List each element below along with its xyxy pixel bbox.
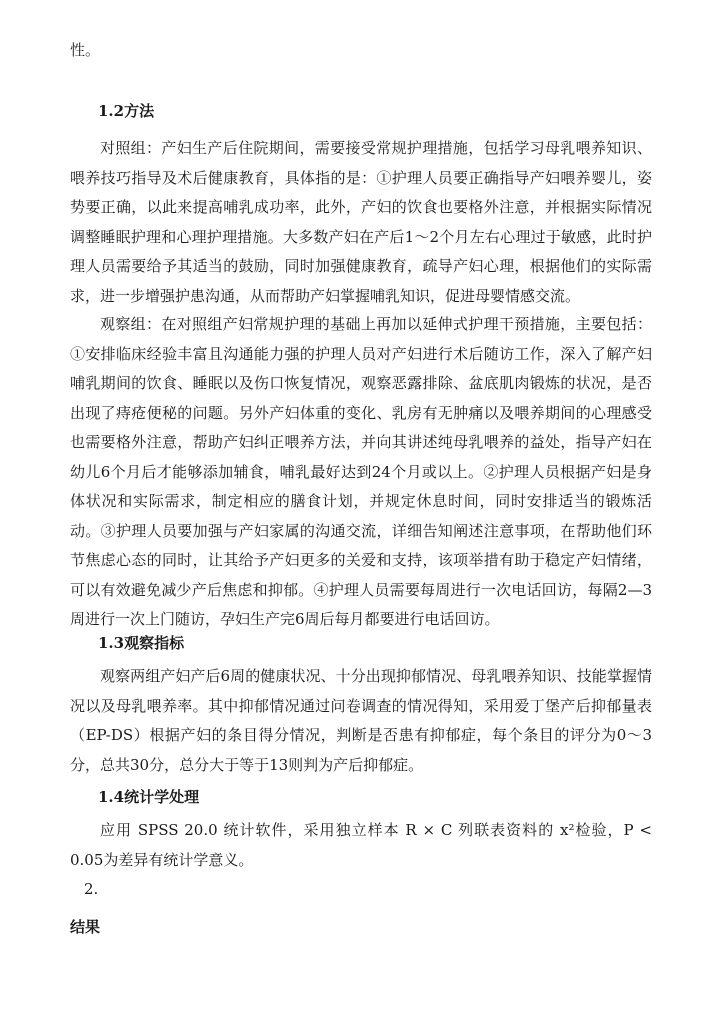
continuation-text: 性。 xyxy=(70,41,101,59)
section-heading-1-3: 1.3观察指标 xyxy=(98,634,185,652)
statistics-paragraph: 应用 SPSS 20.0 统计软件，采用独立样本 R × C 列联表资料的 x²检验，P < 0.05为差异有统计学意义。 xyxy=(70,821,652,869)
observation-group-paragraph: 观察组：在对照组产妇常规护理的基础上再加以延伸式护理干预措施，主要包括：①安排临床经验丰富且沟通能力强的护理人员对产妇进行术后随访工作，深入了解产妇哺乳期间的饮食、睡眠以及伤口恢复情况，观察恶露排除、盆底肌肉锻炼的状况，是否出现了痔疮便秘的问题。另外产妇体重的变化、乳房有无肿痛以及喂养期间的心理感受也需要格外注意，帮助产妇纠正喂养方法，并向其讲述纯母乳喂养的益处，指导产妇在幼儿6个月后才能够添加辅食，哺乳最好达到24个月或以上。②护理人员根据产妇是身体状况和实际需求，制定相应的膳食计划，并规定休息时间，同时安排适当的锻炼活动。③护理人员要加强与产妇家属的沟通交流，详细告知阐述注意事项，在帮助他们环节焦虑心态的同时，让其给予产妇更多的关爱和支持，该项举措有助于稳定产妇情绪，可以有效避免减少产后焦虑和抑郁。④护理人员需要每周进行一次电话回访，每隔2—3周进行一次上门随访，孕妇生产完6周后每月都要进行电话回访。 xyxy=(70,315,652,628)
control-group-paragraph: 对照组：产妇生产后住院期间，需要接受常规护理措施，包括学习母乳喂养知识、喂养技巧指导及术后健康教育，具体指的是：①护理人员要正确指导产妇喂养婴儿，姿势要正确，以此来提高哺乳成功率，此外，产妇的饮食也要格外注意，并根据实际情况调整睡眠护理和心理护理措施。大多数产妇在产后1～2个月左右心理过于敏感，此时护理人员需要给予其适当的鼓励，同时加强健康教育，疏导产妇心理，根据他们的实际需求，进一步增强护患沟通，从而帮助产妇掌握哺乳知识，促进母婴情感交流。 xyxy=(70,139,652,305)
section-heading-1-2: 1.2方法 xyxy=(98,102,155,120)
section-heading-results: 结果 xyxy=(70,918,101,936)
observation-index-paragraph: 观察两组产妇产后6周的健康状况、十分出现抑郁情况、母乳喂养知识、技能掌握情况以及母乳喂养率。其中抑郁情况通过问卷调查的情况得知，采用爱丁堡产后抑郁量表（EP-DS）根据产妇的条目得分情况，判断是否患有抑郁症，每个条目的评分为0～3分，总共30分，总分大于等于13则判为产后抑郁症。 xyxy=(70,667,652,774)
section-heading-1-4: 1.4统计学处理 xyxy=(98,788,200,806)
section-number-2: 2. xyxy=(84,880,99,898)
